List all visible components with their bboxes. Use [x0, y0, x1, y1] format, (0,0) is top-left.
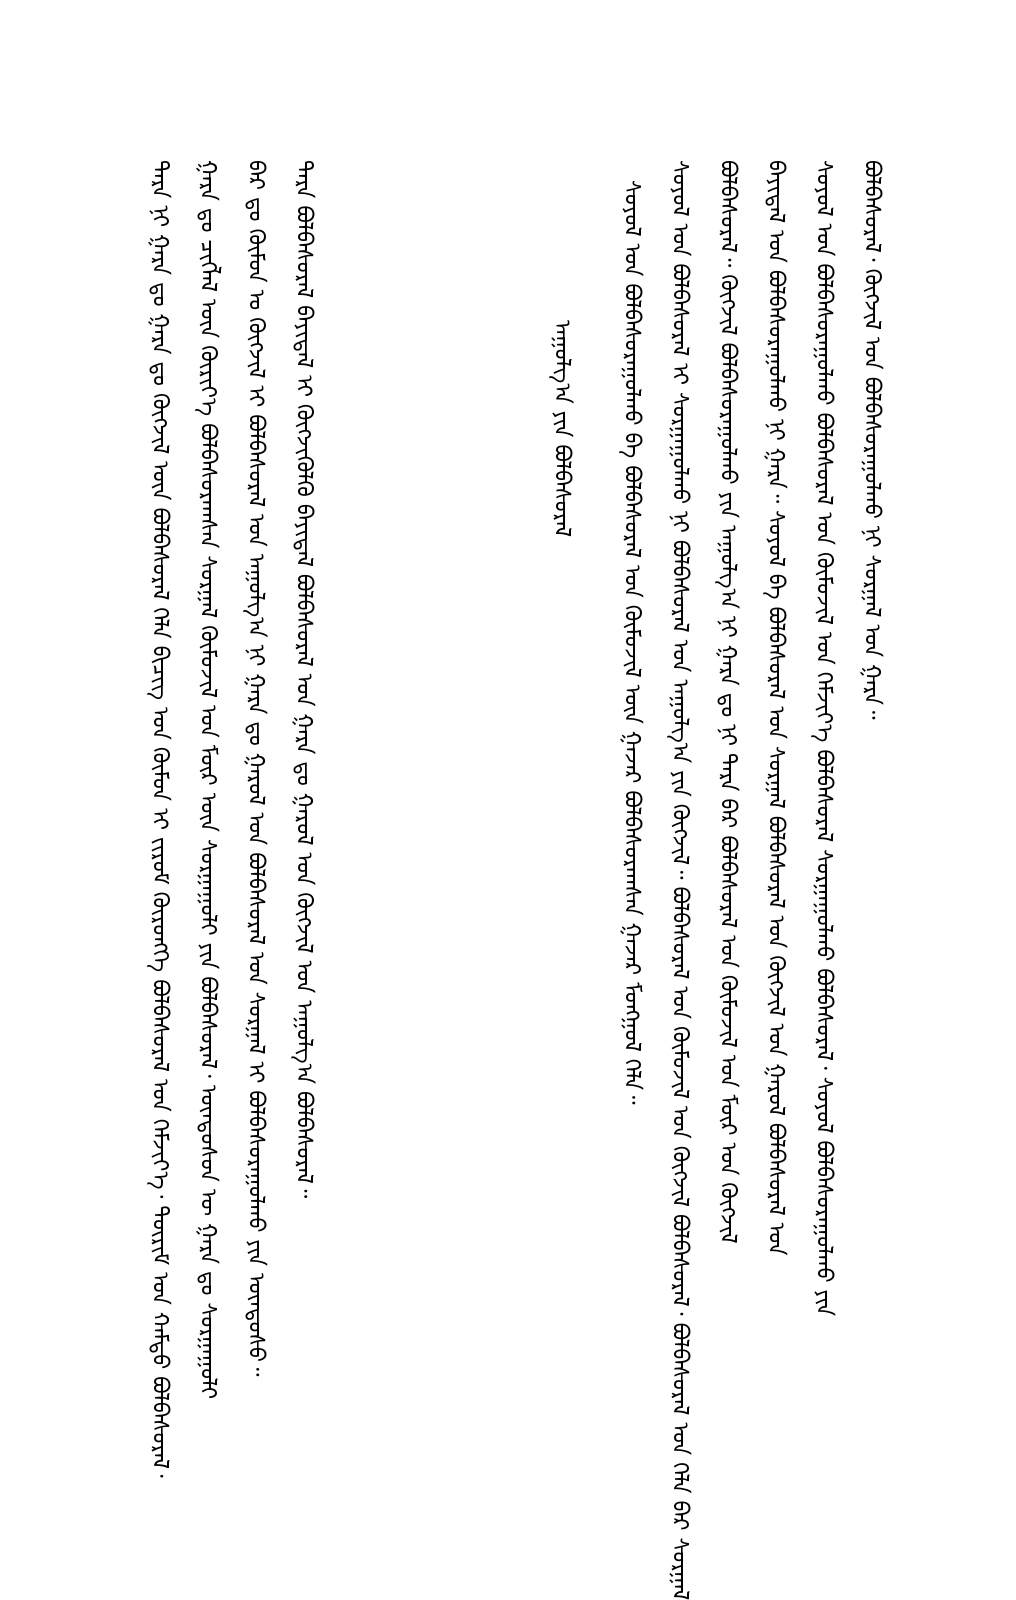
- paragraph-2-line-6: ᠪᠣᠯᠪᠠᠰᠤᠷᠠᠯ᠂ ᠬᠥᠭᠵᠢᠯ ᠤᠨ ᠪᠣᠯᠪᠠᠰᠤᠷᠠᠭᠤᠯᠬᠤ ᠨᠢ ᠰᠤᠷᠭᠠᠯ ᠤᠨ ᠭᠠᠷᠠ᠃: [859, 160, 884, 720]
- paragraph-1-line-2: ᠭᠠᠷᠠ ᠳᠤ ᠴᠢᠭᠯᠡᠯ ᠦᠨ ᠬᠦᠷᠢᠶ᠎ᠡ ᠪᠣᠯᠪᠠᠰᠤᠷᠠᠭᠰᠠᠨ ᠰᠤᠷᠭᠠᠯ ᠬᠦᠮᠦᠵᠢᠯ ᠤᠨ ᠮᠥᠷ ᠦᠨ ᠰᠤᠷᠭᠠᠭᠤᠯᠢ ᠶᠢᠨ ᠪᠣᠯᠪᠠᠰᠤᠷᠠᠯ᠂ ᠦᠨᠳᠦᠰᠦᠨ ᠦ ᠭᠠᠷᠠ ᠳᠤ ᠰᠤᠷᠭᠠᠭᠤᠯᠢ: [195, 160, 220, 1400]
- paragraph-1-line-1: ᠲᠡᠷᠡ ᠨᠢ ᠭᠠᠷᠠ ᠳᠤ ᠭᠠᠷᠠ ᠳᠤ ᠬᠥᠭᠵᠢᠯ ᠦᠨ ᠪᠣᠯᠪᠠᠰᠤᠷᠠᠯ ᠬᠡᠯᠡ ᠪᠢᠴᠢᠭ ᠤᠨ ᠬᠦᠮᠦᠨ ᠢ ᠵᠢᠷᠤᠮ ᠬᠥᠷᠦᠩᠭᠡ ᠪᠣᠯᠪᠠᠰᠤᠷᠠᠯ ᠤᠨ ᠬᠡᠮᠵᠢᠶ᠎ᠡ᠂ ᠳᠦᠷᠢᠮ ᠤᠨ ᠬᠠᠮᠲᠤ ᠪᠣᠯᠪᠠᠰᠤᠷᠠᠯ᠂: [147, 160, 172, 1478]
- paragraph-1-line-4: ᠲᠡᠷᠡ ᠪᠣᠯᠪᠠᠰᠤᠷᠠᠯ ᠪᠠᠶᠢᠳᠠᠯ ᠢ ᠬᠥᠭᠵᠢᠭᠦᠯᠬᠦ ᠪᠠᠶᠢᠳᠠᠯ ᠪᠣᠯᠪᠠᠰᠤᠷᠠᠯ ᠤᠨ ᠭᠠᠷᠠ ᠳᠤ ᠭᠠᠷᠤᠯ ᠤᠨ ᠬᠥᠭᠵᠢᠯ ᠤᠨ ᠠᠭᠤᠯᠭ᠎ᠠ ᠪᠣᠯᠪᠠᠰᠤᠷᠠᠯ᠃: [291, 160, 316, 1199]
- paragraph-2-line-1: ᠰᠣᠶᠣᠯ ᠤᠨ ᠪᠣᠯᠪᠠᠰᠤᠷᠠᠭᠤᠯᠬᠤ ᠪᠠ ᠪᠣᠯᠪᠠᠰᠤᠷᠠᠯ ᠤᠨ ᠬᠦᠮᠦᠵᠢᠯ ᠦᠨ ᠭᠠᠵᠠᠷ ᠪᠣᠯᠪᠠᠰᠤᠷᠠᠭᠰᠠᠨ ᠭᠠᠵᠠᠷ ᠮᠣᠩᠭᠣᠯ ᠬᠡᠯᠡ᠃: [619, 180, 644, 1105]
- paragraph-2-line-3: ᠪᠣᠯᠪᠠᠰᠤᠷᠠᠯ᠃ ᠬᠥᠭᠵᠢᠯ ᠪᠣᠯᠪᠠᠰᠤᠷᠠᠭᠤᠯᠬᠤ ᠶᠢᠨ ᠠᠭᠤᠯᠭ᠎ᠠ ᠨᠢ ᠭᠠᠷᠠ ᠳᠤ ᠨᠢ ᠲᠡᠷᠡ ᠪᠡᠷ ᠪᠣᠯᠪᠠᠰᠤᠷᠠᠯ ᠤᠨ ᠬᠦᠮᠦᠵᠢᠯ ᠤᠨ ᠮᠥᠷ ᠤᠨ ᠬᠥᠭᠵᠢᠯ: [715, 160, 740, 1244]
- paragraph-2-line-4: ᠪᠠᠶᠢᠳᠠᠯ ᠤᠨ ᠪᠣᠯᠪᠠᠰᠤᠷᠠᠭᠤᠯᠬᠤ ᠨᠢ ᠭᠠᠷᠠ᠃ ᠰᠣᠶᠣᠯ ᠪᠠ ᠪᠣᠯᠪᠠᠰᠤᠷᠠᠯ ᠤᠨ ᠰᠤᠷᠭᠠᠯ ᠪᠣᠯᠪᠠᠰᠤᠷᠠᠯ ᠤᠨ ᠬᠥᠭᠵᠢᠯ ᠤᠨ ᠭᠠᠷᠤᠯ ᠪᠣᠯᠪᠠᠰᠤᠷᠠᠯ ᠤᠨ: [763, 160, 788, 1256]
- section-heading: ᠠᠭᠤᠯᠭ᠎ᠠ ᠶᠢᠨ ᠪᠣᠯᠪᠠᠰᠤᠷᠠᠯ: [549, 320, 574, 538]
- paragraph-2-line-2: ᠰᠣᠶᠣᠯ ᠤᠨ ᠪᠣᠯᠪᠠᠰᠤᠷᠠᠯ ᠢ ᠰᠤᠷᠭᠠᠭᠤᠯᠬᠤ ᠨᠢ ᠪᠣᠯᠪᠠᠰᠤᠷᠠᠯ ᠤᠨ ᠠᠭᠤᠯᠭ᠎ᠠ ᠶᠢᠨ ᠬᠥᠭᠵᠢᠯ᠃ ᠪᠣᠯᠪᠠᠰᠤᠷᠠᠯ ᠤᠨ ᠬᠦᠮᠦᠵᠢᠯ ᠤᠨ ᠬᠥᠭᠵᠢᠯ ᠪᠣᠯᠪᠠᠰᠤᠷᠠᠯ᠂ ᠪᠣᠯᠪᠠᠰᠤᠷᠠᠯ ᠤᠨ ᠬᠡᠯᠡ ᠪᠡᠷ ᠰᠤᠷᠭᠠᠯ: [667, 160, 692, 1600]
- paragraph-1-line-3: ᠪᠡᠷ ᠳᠤ ᠬᠦᠮᠦᠨ ᠤ ᠬᠥᠭᠵᠢᠯ ᠢ ᠪᠣᠯᠪᠠᠰᠤᠷᠠᠯ ᠤᠨ ᠠᠭᠤᠯᠭ᠎ᠠ ᠨᠢ ᠭᠠᠷᠠ ᠳᠤ ᠭᠠᠷᠤᠯ ᠤᠨ ᠪᠣᠯᠪᠠᠰᠤᠷᠠᠯ ᠤᠨ ᠰᠤᠷᠭᠠᠯ ᠢ ᠪᠣᠯᠪᠠᠰᠤᠷᠠᠭᠤᠯᠬᠤ ᠶᠢᠨ ᠦᠨᠳᠦᠰᠦ᠃: [243, 160, 268, 1377]
- paragraph-2-line-5: ᠰᠣᠶᠣᠯ ᠤᠨ ᠪᠣᠯᠪᠠᠰᠤᠷᠠᠭᠤᠯᠬᠤ ᠪᠣᠯᠪᠠᠰᠤᠷᠠᠯ ᠤᠨ ᠬᠦᠮᠦᠵᠢᠯ ᠤᠨ ᠬᠡᠮᠵᠢᠶ᠎ᠡ ᠪᠣᠯᠪᠠᠰᠤᠷᠠᠯ ᠰᠤᠷᠭᠠᠭᠤᠯᠬᠤ ᠪᠣᠯᠪᠠᠰᠤᠷᠠᠯ᠂ ᠰᠣᠶᠣᠯ ᠪᠣᠯᠪᠠᠰᠤᠷᠠᠭᠤᠯᠬᠤ ᠶᠢᠨ: [811, 160, 836, 1317]
